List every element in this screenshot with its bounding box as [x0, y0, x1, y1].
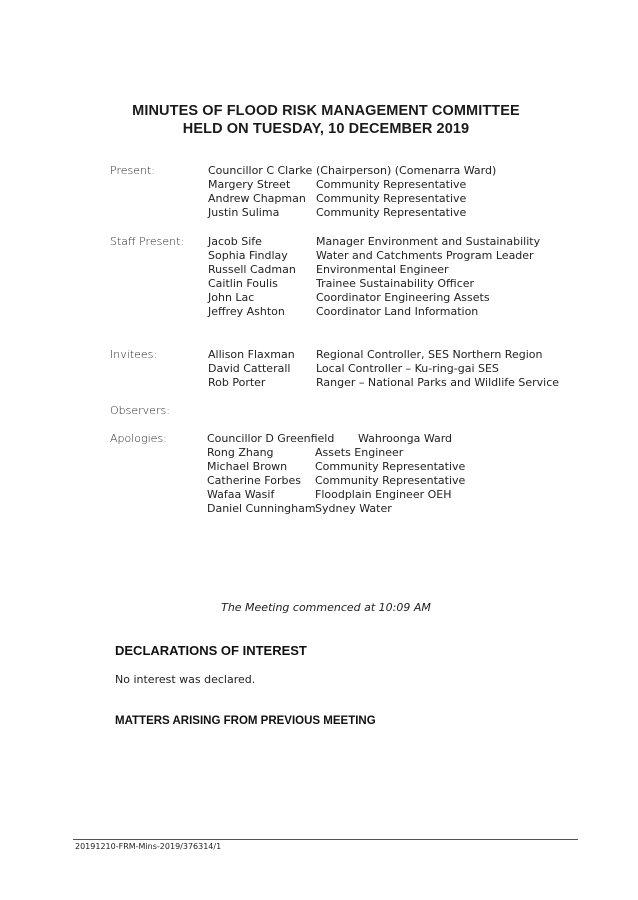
- apology-role: Sydney Water: [315, 502, 392, 515]
- invitee-name: Allison Flaxman: [208, 348, 295, 361]
- apology-role: Community Representative: [315, 460, 466, 473]
- apology-name: Daniel Cunningham: [207, 502, 316, 515]
- staff-role: Coordinator Land Information: [316, 305, 479, 318]
- apology-role: Wahroonga Ward: [358, 432, 453, 445]
- invitee-role: Regional Controller, SES Northern Region: [316, 348, 543, 361]
- invitee-name: Rob Porter: [208, 376, 266, 389]
- staff-name: Russell Cadman: [208, 263, 296, 276]
- staff-role: Manager Environment and Sustainability: [316, 235, 541, 248]
- staff-present-label: Staff Present:: [110, 235, 185, 248]
- staff-name: Caitlin Foulis: [208, 277, 278, 290]
- invitee-role: Local Controller – Ku-ring-gai SES: [316, 362, 499, 375]
- staff-name: Sophia Findlay: [208, 249, 288, 262]
- staff-name: Jacob Sife: [208, 235, 262, 248]
- apology-role: Floodplain Engineer OEH: [315, 488, 452, 501]
- footer-divider: [73, 839, 578, 840]
- invitee-role: Ranger – National Parks and Wildlife Service: [316, 376, 560, 389]
- matters-arising-heading: MATTERS ARISING FROM PREVIOUS MEETING: [115, 715, 376, 727]
- staff-role: Water and Catchments Program Leader: [316, 249, 534, 262]
- document-title-line-1: MINUTES OF FLOOD RISK MANAGEMENT COMMITTEE: [132, 103, 520, 119]
- apology-name: Catherine Forbes: [207, 474, 301, 487]
- document-title-line-2: HELD ON TUESDAY, 10 DECEMBER 2019: [182, 121, 470, 137]
- staff-name: John Lac: [208, 291, 255, 304]
- attendee-role: Community Representative: [316, 178, 467, 191]
- invitees-label: Invitees:: [110, 348, 158, 361]
- observers-label: Observers:: [110, 404, 170, 417]
- attendee-role: Community Representative: [316, 206, 467, 219]
- present-label: Present:: [110, 164, 155, 177]
- declarations-text: No interest was declared.: [115, 673, 256, 686]
- invitee-name: David Catterall: [208, 362, 291, 375]
- apology-name: Wafaa Wasif: [207, 488, 275, 501]
- staff-role: Coordinator Engineering Assets: [316, 291, 490, 304]
- attendee-name: Councillor C Clarke: [208, 164, 313, 177]
- staff-role: Environmental Engineer: [316, 263, 449, 276]
- apologies-label: Apologies:: [110, 432, 167, 445]
- declarations-heading: DECLARATIONS OF INTEREST: [115, 643, 307, 658]
- attendee-name: Margery Street: [208, 178, 291, 191]
- attendee-role: (Chairperson) (Comenarra Ward): [316, 164, 497, 177]
- staff-role: Trainee Sustainability Officer: [316, 277, 475, 290]
- attendee-role: Community Representative: [316, 192, 467, 205]
- attendee-name: Andrew Chapman: [208, 192, 306, 205]
- apology-role: Assets Engineer: [315, 446, 404, 459]
- apology-name: Rong Zhang: [207, 446, 274, 459]
- apology-name: Michael Brown: [207, 460, 288, 473]
- meeting-commenced-note: The Meeting commenced at 10:09 AM: [221, 601, 431, 614]
- apology-name: Councillor D Greenfield: [207, 432, 335, 445]
- apology-role: Community Representative: [315, 474, 466, 487]
- attendee-name: Justin Sulima: [208, 206, 280, 219]
- footer-reference: 20191210-FRM-Mins-2019/376314/1: [75, 842, 222, 851]
- staff-name: Jeffrey Ashton: [208, 305, 285, 318]
